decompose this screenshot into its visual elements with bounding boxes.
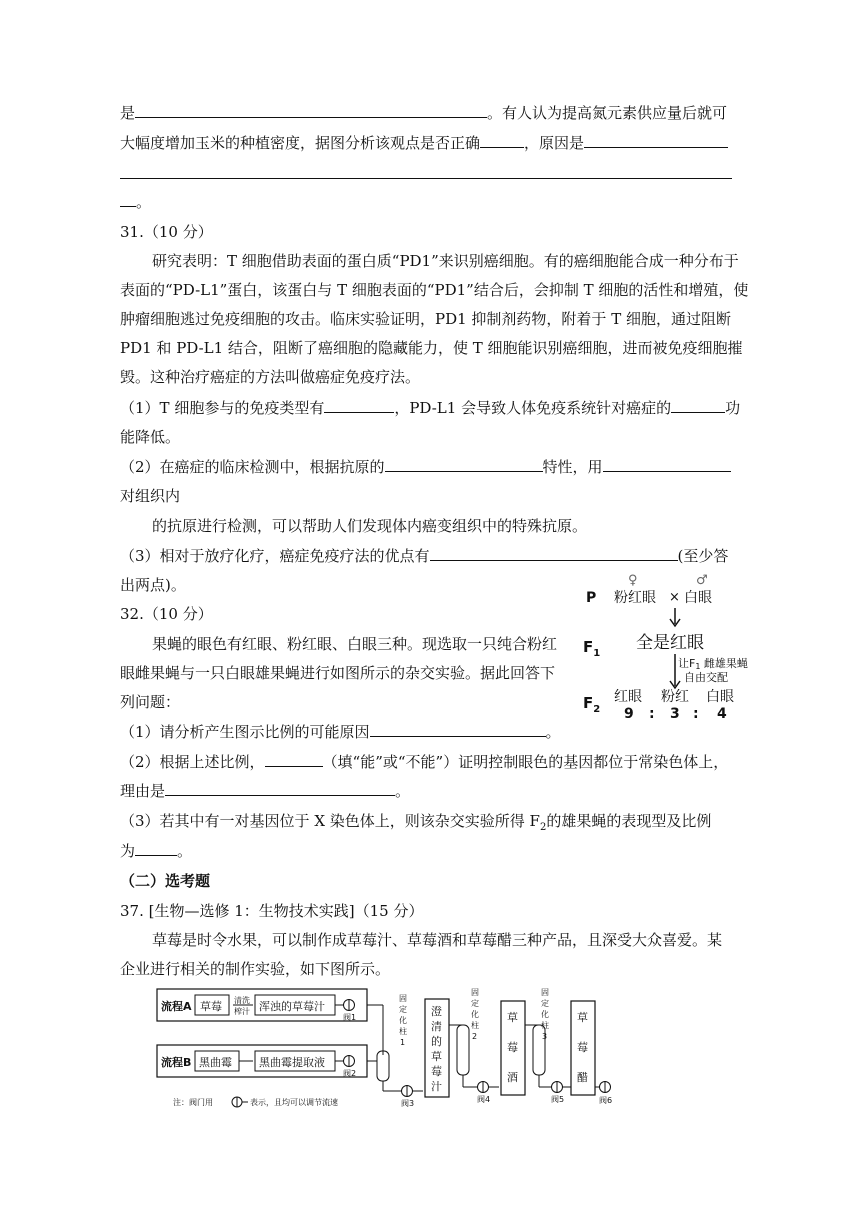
q37-header: 37. [生物—选修 1：生物技术实践]（15 分）: [120, 902, 424, 920]
strawberry-label: 草莓: [200, 1000, 222, 1013]
q31-sub2: [120, 455, 740, 479]
q31-para-line: 肿瘤细胞逃过免疫细胞的攻击。临床实验证明，PD1 抑制剂药物，附着于 T 细胞，通过阻断: [120, 310, 731, 328]
extract-label: 黑曲霉提取液: [259, 1056, 325, 1069]
answer-blank: [265, 751, 323, 767]
q31-para-line: 研究表明：T 细胞借助表面的蛋白质“PD1”来识别癌细胞。有的癌细胞能合成一种分布于: [152, 252, 739, 270]
q30-text: ，原因是: [524, 134, 585, 152]
male-symbol-icon: ♂: [696, 573, 708, 588]
answer-blank: [430, 545, 678, 561]
valve-label: 阀2: [343, 1069, 357, 1078]
production-flow-diagram: [155, 985, 625, 1110]
q30-line4: [120, 190, 740, 214]
q31-sub2-cont2: 的抗原进行检测，可以帮助人们发现体内癌变组织中的特殊抗原。: [152, 517, 588, 535]
q31-text: ，PD-L1 会导致人体免疫系统针对癌症的: [394, 399, 672, 417]
q37-para-line: 企业进行相关的制作实验，如下图所示。: [120, 960, 391, 978]
q30-text: 是: [120, 104, 136, 122]
q37-para-line: 草莓是时令水果，可以制作成草莓汁、草莓酒和草莓醋三种产品，且深受大众喜爱。某: [152, 931, 723, 949]
answer-blank: [135, 102, 487, 118]
f1-result: 全是红眼: [636, 633, 704, 653]
f2-phenotype: 粉红: [661, 689, 689, 705]
f2-ratio-value: 9: [624, 706, 634, 722]
flow-note-suffix: 表示，且均可以调节流速: [250, 1098, 338, 1107]
q32-text: （填“能”或“不能”）证明控制眼色的基因都位于常染色体上，: [322, 753, 729, 771]
turbid-juice-label: 浑浊的草莓汁: [259, 1000, 325, 1013]
q30-text: 。: [136, 193, 152, 211]
q31-text: 功: [725, 399, 741, 417]
answer-blank: [385, 456, 543, 472]
q32-text: 的雄果蝇的表现型及比例: [546, 812, 712, 830]
q31-sub3: [120, 544, 740, 568]
q31-text: (至少答: [677, 547, 729, 565]
valve-label: 阀6: [599, 1096, 613, 1105]
q31-sub3-cont: 出两点)。: [120, 576, 186, 594]
answer-rule: [120, 178, 732, 179]
q32-sub3-cont: [120, 839, 740, 863]
q32-text: （2）根据上述比例，: [120, 753, 265, 771]
column-1-label: 固定化柱 1: [399, 994, 407, 1047]
answer-blank: [120, 191, 136, 207]
column-2-label: 固定化柱 2: [471, 988, 479, 1041]
section-heading: （二）选考题: [120, 872, 211, 890]
q31-sub1: [120, 396, 740, 420]
valve-label: 阀5: [551, 1095, 565, 1104]
f1-note-line1: 让F1 雌雄果蝇: [678, 657, 748, 671]
q32-text: 为: [120, 842, 136, 860]
juice-label: 榨汁: [234, 1007, 250, 1016]
f2-phenotype: 白眼: [706, 689, 734, 705]
ratio-colon: :: [649, 706, 655, 722]
q31-text: 特性，用: [542, 458, 603, 476]
q32-text: 。: [395, 782, 411, 800]
p-label: P: [586, 590, 597, 606]
f2-ratio-value: 4: [717, 706, 727, 722]
aspergillus-label: 黑曲霉: [199, 1056, 232, 1069]
column-3-label: 固定化柱 3: [541, 988, 549, 1041]
genetic-cross-diagram: [580, 568, 750, 728]
q32-text: 。: [177, 842, 193, 860]
q32-text: 理由是: [120, 782, 166, 800]
q32-sub2-cont: [120, 779, 740, 803]
q32-sub2: [120, 750, 740, 774]
f2-ratio-value: 3: [670, 706, 680, 722]
q32-text: （3）若其中有一对基因位于 X 染色体上，则该杂交实验所得 F: [120, 812, 540, 830]
q31-header: 31.（10 分）: [120, 223, 213, 241]
immobilized-column-2: [457, 1025, 469, 1075]
q32-sub3: [120, 809, 740, 840]
f2-phenotype: 红眼: [614, 689, 642, 705]
q31-text: （1）T 细胞参与的免疫类型有: [120, 399, 325, 417]
answer-blank: [584, 132, 728, 148]
q31-para-line: PD1 和 PD-L1 结合，阻断了癌细胞的隐藏能力，使 T 细胞能识别癌细胞，进而被免疫细胞摧: [120, 339, 743, 357]
answer-blank: [480, 132, 524, 148]
wine-label: 草莓酒: [507, 1011, 518, 1084]
q32-para-line: 列问题：: [120, 693, 181, 711]
q31-sub1-cont: 能降低。: [120, 428, 181, 446]
q31-text: （2）在癌症的临床检测中，根据抗原的: [120, 458, 385, 476]
male-phenotype: 白眼: [684, 590, 712, 606]
q30-text: 。有人认为提高氮元素供应量后就可: [487, 104, 728, 122]
ratio-colon: :: [693, 706, 699, 722]
answer-blank: [370, 721, 546, 737]
subscript: 2: [539, 822, 547, 833]
f1-label: $F_1$: [583, 638, 601, 659]
q32-para-line: 眼雌果蝇与一只白眼雄果蝇进行如图所示的杂交实验。据此回答下: [120, 664, 556, 682]
q31-para-line: 表面的“PD-L1”蛋白，该蛋白与 T 细胞表面的“PD1”结合后，会抑制 T 细胞的活性和增殖，使: [120, 281, 749, 299]
valve-label: 阀1: [343, 1013, 357, 1022]
answer-blank: [603, 456, 731, 472]
female-phenotype: 粉红眼: [614, 590, 656, 606]
q31-text: （3）相对于放疗化疗，癌症免疫疗法的优点有: [120, 547, 430, 565]
q32-text: 。: [545, 723, 561, 741]
q32-text: （1）请分析产生图示比例的可能原因: [120, 723, 370, 741]
flow-a-label: 流程A: [161, 1000, 192, 1013]
answer-blank: [324, 397, 394, 413]
f2-label: $F_2$: [583, 694, 601, 715]
valve-label: 阀4: [477, 1095, 491, 1104]
q31-para-line: 毁。这种治疗癌症的方法叫做癌症免疫疗法。: [120, 368, 421, 386]
immobilized-column-1: [377, 1051, 389, 1081]
q32-header: 32.（10 分）: [120, 605, 213, 623]
flow-note-prefix: 注：阀门用: [173, 1098, 213, 1107]
answer-blank: [135, 840, 177, 856]
f1-note-line2: 自由交配: [684, 671, 728, 684]
cross-symbol: ×: [669, 590, 680, 605]
q31-sub2-cont: 对组织内: [120, 487, 181, 505]
answer-blank: [671, 397, 725, 413]
vinegar-label: 草莓醋: [577, 1011, 588, 1084]
answer-blank: [165, 780, 395, 796]
q30-text: 大幅度增加玉米的种植密度，据图分析该观点是否正确: [120, 134, 481, 152]
flow-b-label: 流程B: [161, 1056, 192, 1069]
valve-label: 阀3: [401, 1099, 415, 1108]
wash-label: 清洗: [234, 996, 250, 1005]
q30-line1: [120, 101, 740, 125]
clear-juice-label: 澄清的草莓汁: [431, 1005, 442, 1093]
female-symbol-icon: ♀: [628, 573, 638, 588]
q30-line2: [120, 131, 740, 155]
q32-para-line: 果蝇的眼色有红眼、粉红眼、白眼三种。现选取一只纯合粉红: [152, 635, 558, 653]
